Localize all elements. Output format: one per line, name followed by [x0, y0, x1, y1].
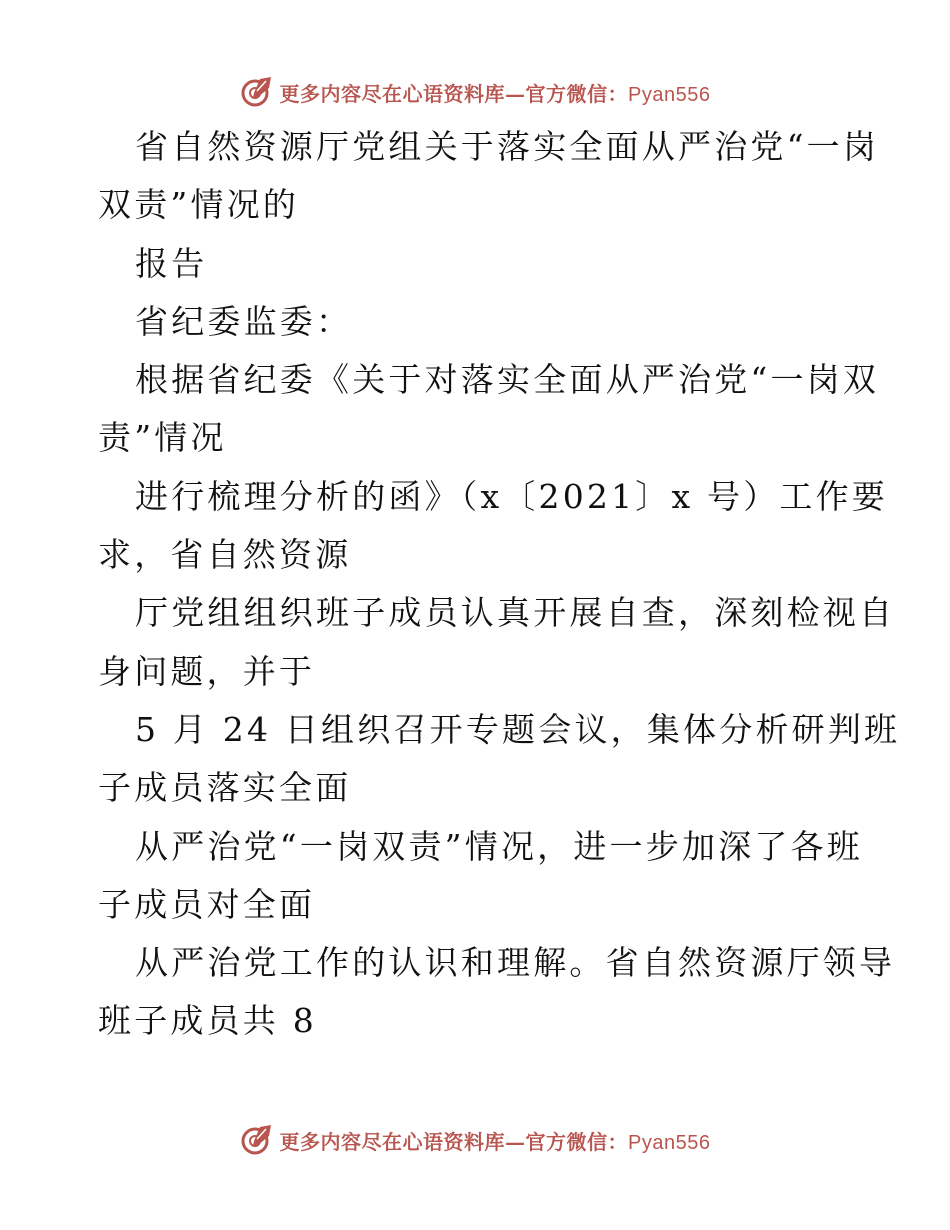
header-watermark	[0, 72, 950, 112]
document-line: 双责”情况的	[98, 185, 300, 225]
document-body	[98, 118, 901, 1051]
document-line: 责”情况	[98, 418, 227, 458]
document-line: 根据省纪委《关于对落实全面从严治党“一岗双	[135, 360, 880, 400]
document-line: 子成员对全面	[98, 884, 316, 924]
footer-watermark	[0, 1120, 950, 1160]
document-line: 班子成员共 8	[98, 1001, 317, 1041]
watermark-text: 更多内容尽在心语资料库—官方微信：Pyan556	[279, 1129, 711, 1154]
document-line: 省自然资源厅党组关于落实全面从严治党“一岗	[135, 127, 880, 166]
document-line: 厅党组组织班子成员认真开展自查，深刻检视自	[135, 593, 896, 633]
pen-seal-icon	[240, 75, 274, 109]
watermark-text: 更多内容尽在心语资料库—官方微信：Pyan556	[279, 81, 711, 106]
document-line: 子成员落实全面	[98, 768, 352, 808]
document-line: 求，省自然资源	[98, 535, 352, 575]
document-line: 身问题，并于	[98, 651, 316, 691]
document-line: 从严治党工作的认识和理解。省自然资源厅领导	[135, 943, 896, 983]
document-line: 省纪委监委：	[135, 301, 353, 341]
document-line: 从严治党“一岗双责”情况，进一步加深了各班	[135, 826, 863, 866]
pen-seal-icon	[240, 1123, 274, 1157]
document-line: 5 月 24 日组织召开专题会议，集体分析研判班	[135, 709, 901, 749]
document-line: 报告	[135, 243, 208, 283]
document-line: 进行梳理分析的函》（x〔2021〕x 号）工作要	[135, 476, 888, 516]
